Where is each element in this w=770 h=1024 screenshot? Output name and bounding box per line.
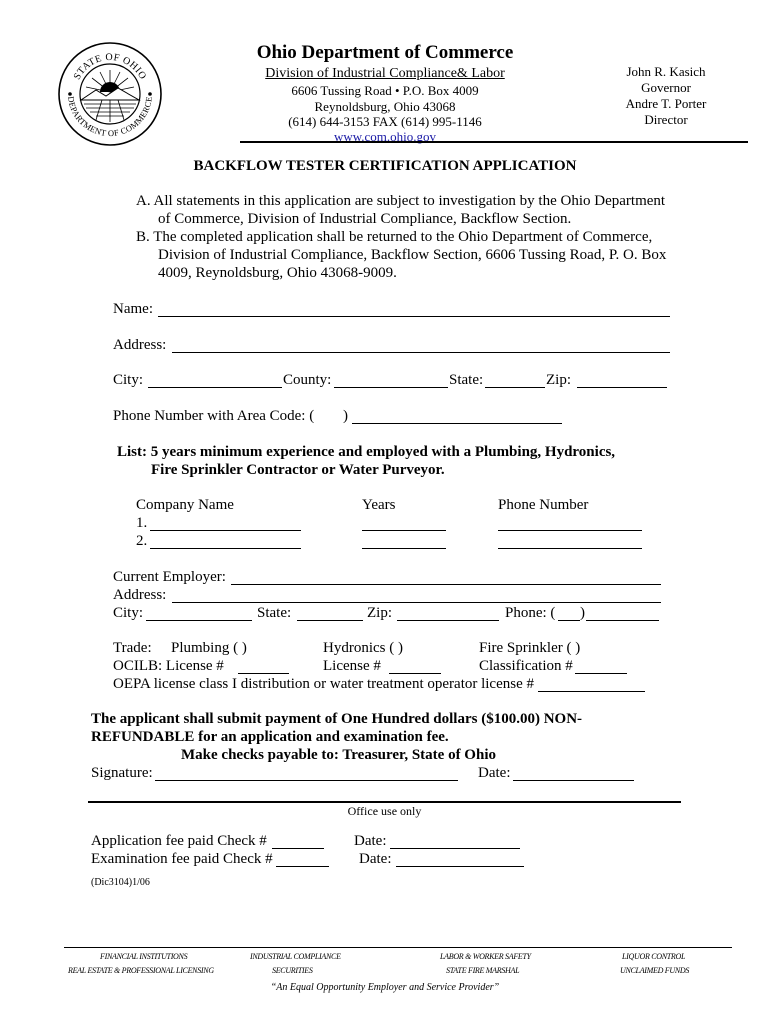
signature-date-field[interactable] — [513, 780, 634, 781]
footer-liquor-control: LIQUOR CONTROL — [622, 952, 686, 961]
application-fee-date-field[interactable] — [390, 848, 520, 849]
office-divider — [88, 801, 681, 803]
row-1-phone-field[interactable] — [498, 530, 642, 531]
col-phone-number: Phone Number — [498, 497, 589, 513]
row-2-years-field[interactable] — [362, 548, 446, 549]
ocilb-license-label: OCILB: License # — [113, 658, 224, 674]
phone-label: Phone Number with Area Code: ( — [113, 408, 315, 424]
payment-line-2: REFUNDABLE for an application and examination fee. — [91, 729, 449, 745]
footer-tagline: “An Equal Opportunity Employer and Service Provider” — [270, 982, 500, 993]
employer-phone-field[interactable] — [586, 620, 659, 621]
payment-line-1: The applicant shall submit payment of One Hundred dollars ($100.00) NON- — [91, 711, 583, 727]
fire-sprinkler-checkbox[interactable]: Fire Sprinkler ( ) — [479, 640, 581, 656]
examination-fee-check-field[interactable] — [276, 866, 329, 867]
phone-close-paren: ) — [343, 408, 348, 424]
employer-phone-label: Phone: ( — [505, 605, 556, 621]
hydronics-license-label: License # — [323, 658, 381, 674]
phone-field[interactable] — [352, 423, 562, 424]
footer-divider — [64, 947, 732, 948]
col-company-name: Company Name — [136, 497, 234, 513]
header-divider — [240, 141, 748, 143]
employer-zip-field[interactable] — [397, 620, 499, 621]
city-label: City: — [113, 372, 144, 388]
row-2-number: 2. — [136, 533, 148, 549]
row-1-company-field[interactable] — [150, 530, 301, 531]
seal-bottom-text: DEPARTMENT OF COMMERCE — [65, 95, 154, 139]
office-use-label: Office use only — [347, 804, 422, 818]
employer-phone-close: ) — [580, 605, 585, 621]
address-line-1: 6606 Tussing Road • P.O. Box 4009 — [291, 83, 479, 98]
statement-a-line1: A. All statements in this application are subject to investigation by the Ohio Department — [136, 193, 666, 209]
examination-fee-date-label: Date: — [359, 851, 392, 867]
state-field[interactable] — [485, 387, 545, 388]
phone-fax-line: (614) 644-3153 FAX (614) 995-1146 — [288, 114, 482, 129]
county-field[interactable] — [334, 387, 448, 388]
employer-area-code-field[interactable] — [558, 620, 580, 621]
address-line-2: Reynoldsburg, Ohio 43068 — [314, 99, 456, 114]
footer-real-estate: REAL ESTATE & PROFESSIONAL LICENSING — [68, 966, 214, 975]
governor-title: Governor — [641, 80, 691, 95]
address-label: Address: — [113, 337, 167, 353]
statement-b-line2: Division of Industrial Compliance, Backflow Section, 6606 Tussing Road, P. O. Box — [158, 247, 667, 263]
zip-field[interactable] — [577, 387, 667, 388]
ocilb-license-field[interactable] — [238, 673, 289, 674]
experience-instructions-1: List: 5 years minimum experience and employed with a Plumbing, Hydronics, — [117, 444, 616, 460]
plumbing-checkbox[interactable]: Plumbing ( ) — [171, 640, 247, 656]
oepa-license-label: OEPA license class I distribution or water treatment operator license # — [113, 676, 534, 692]
employer-city-field[interactable] — [146, 620, 252, 621]
statement-b-line3: 4009, Reynoldsburg, Ohio 43068-9009. — [158, 265, 397, 281]
statement-b-line1: B. The completed application shall be returned to the Ohio Department of Commerce, — [136, 229, 653, 245]
employer-zip-label: Zip: — [367, 605, 392, 621]
footer-state-fire-marshal: STATE FIRE MARSHAL — [446, 966, 520, 975]
footer-labor-worker-safety: LABOR & WORKER SAFETY — [440, 952, 531, 961]
governor-name: John R. Kasich — [626, 64, 706, 79]
hydronics-checkbox[interactable]: Hydronics ( ) — [323, 640, 403, 656]
trade-label: Trade: — [113, 640, 152, 656]
footer-financial-institutions: FINANCIAL INSTITUTIONS — [100, 952, 188, 961]
address-field[interactable] — [172, 352, 670, 353]
zip-label: Zip: — [546, 372, 571, 388]
hydronics-license-field[interactable] — [389, 673, 441, 674]
signature-field[interactable] — [155, 780, 458, 781]
county-label: County: — [283, 372, 332, 388]
footer-securities: SECURITIES — [272, 966, 313, 975]
employer-city-label: City: — [113, 605, 144, 621]
row-2-company-field[interactable] — [150, 548, 301, 549]
director-name: Andre T. Porter — [625, 96, 707, 111]
signature-label: Signature: — [91, 765, 153, 781]
row-2-phone-field[interactable] — [498, 548, 642, 549]
name-label: Name: — [113, 301, 153, 317]
row-1-number: 1. — [136, 515, 148, 531]
name-field[interactable] — [158, 316, 670, 317]
application-fee-label: Application fee paid Check # — [91, 833, 267, 849]
employer-state-field[interactable] — [297, 620, 363, 621]
employer-address-field[interactable] — [172, 602, 661, 603]
oepa-license-field[interactable] — [538, 691, 645, 692]
payment-line-3: Make checks payable to: Treasurer, State of Ohio — [181, 747, 496, 763]
experience-instructions-2: Fire Sprinkler Contractor or Water Purveyor. — [151, 462, 445, 478]
division-name: Division of Industrial Compliance& Labor — [265, 66, 505, 81]
employer-address-label: Address: — [113, 587, 167, 603]
row-1-years-field[interactable] — [362, 530, 446, 531]
examination-fee-date-field[interactable] — [396, 866, 524, 867]
classification-field[interactable] — [575, 673, 627, 674]
current-employer-field[interactable] — [231, 584, 661, 585]
form-title: BACKFLOW TESTER CERTIFICATION APPLICATION — [193, 158, 577, 174]
current-employer-label: Current Employer: — [113, 569, 226, 585]
col-years: Years — [362, 497, 396, 513]
signature-date-label: Date: — [478, 765, 511, 781]
city-field[interactable] — [148, 387, 282, 388]
examination-fee-label: Examination fee paid Check # — [91, 851, 273, 867]
website-link[interactable]: www.com.ohio.gov — [333, 129, 437, 144]
footer-unclaimed-funds: UNCLAIMED FUNDS — [620, 966, 690, 975]
footer-industrial-compliance: INDUSTRIAL COMPLIANCE — [250, 952, 341, 961]
classification-label: Classification # — [479, 658, 573, 674]
department-title: Ohio Department of Commerce — [256, 42, 514, 63]
ohio-seal — [56, 40, 164, 148]
application-fee-check-field[interactable] — [272, 848, 324, 849]
statement-a-line2: of Commerce, Division of Industrial Compliance, Backflow Section. — [158, 211, 572, 227]
director-title: Director — [644, 112, 688, 127]
employer-state-label: State: — [257, 605, 292, 621]
seal-top-text: STATE OF OHIO — [71, 51, 149, 82]
form-code: (Dic3104)1/06 — [91, 877, 150, 888]
application-fee-date-label: Date: — [354, 833, 387, 849]
state-label: State: — [449, 372, 484, 388]
